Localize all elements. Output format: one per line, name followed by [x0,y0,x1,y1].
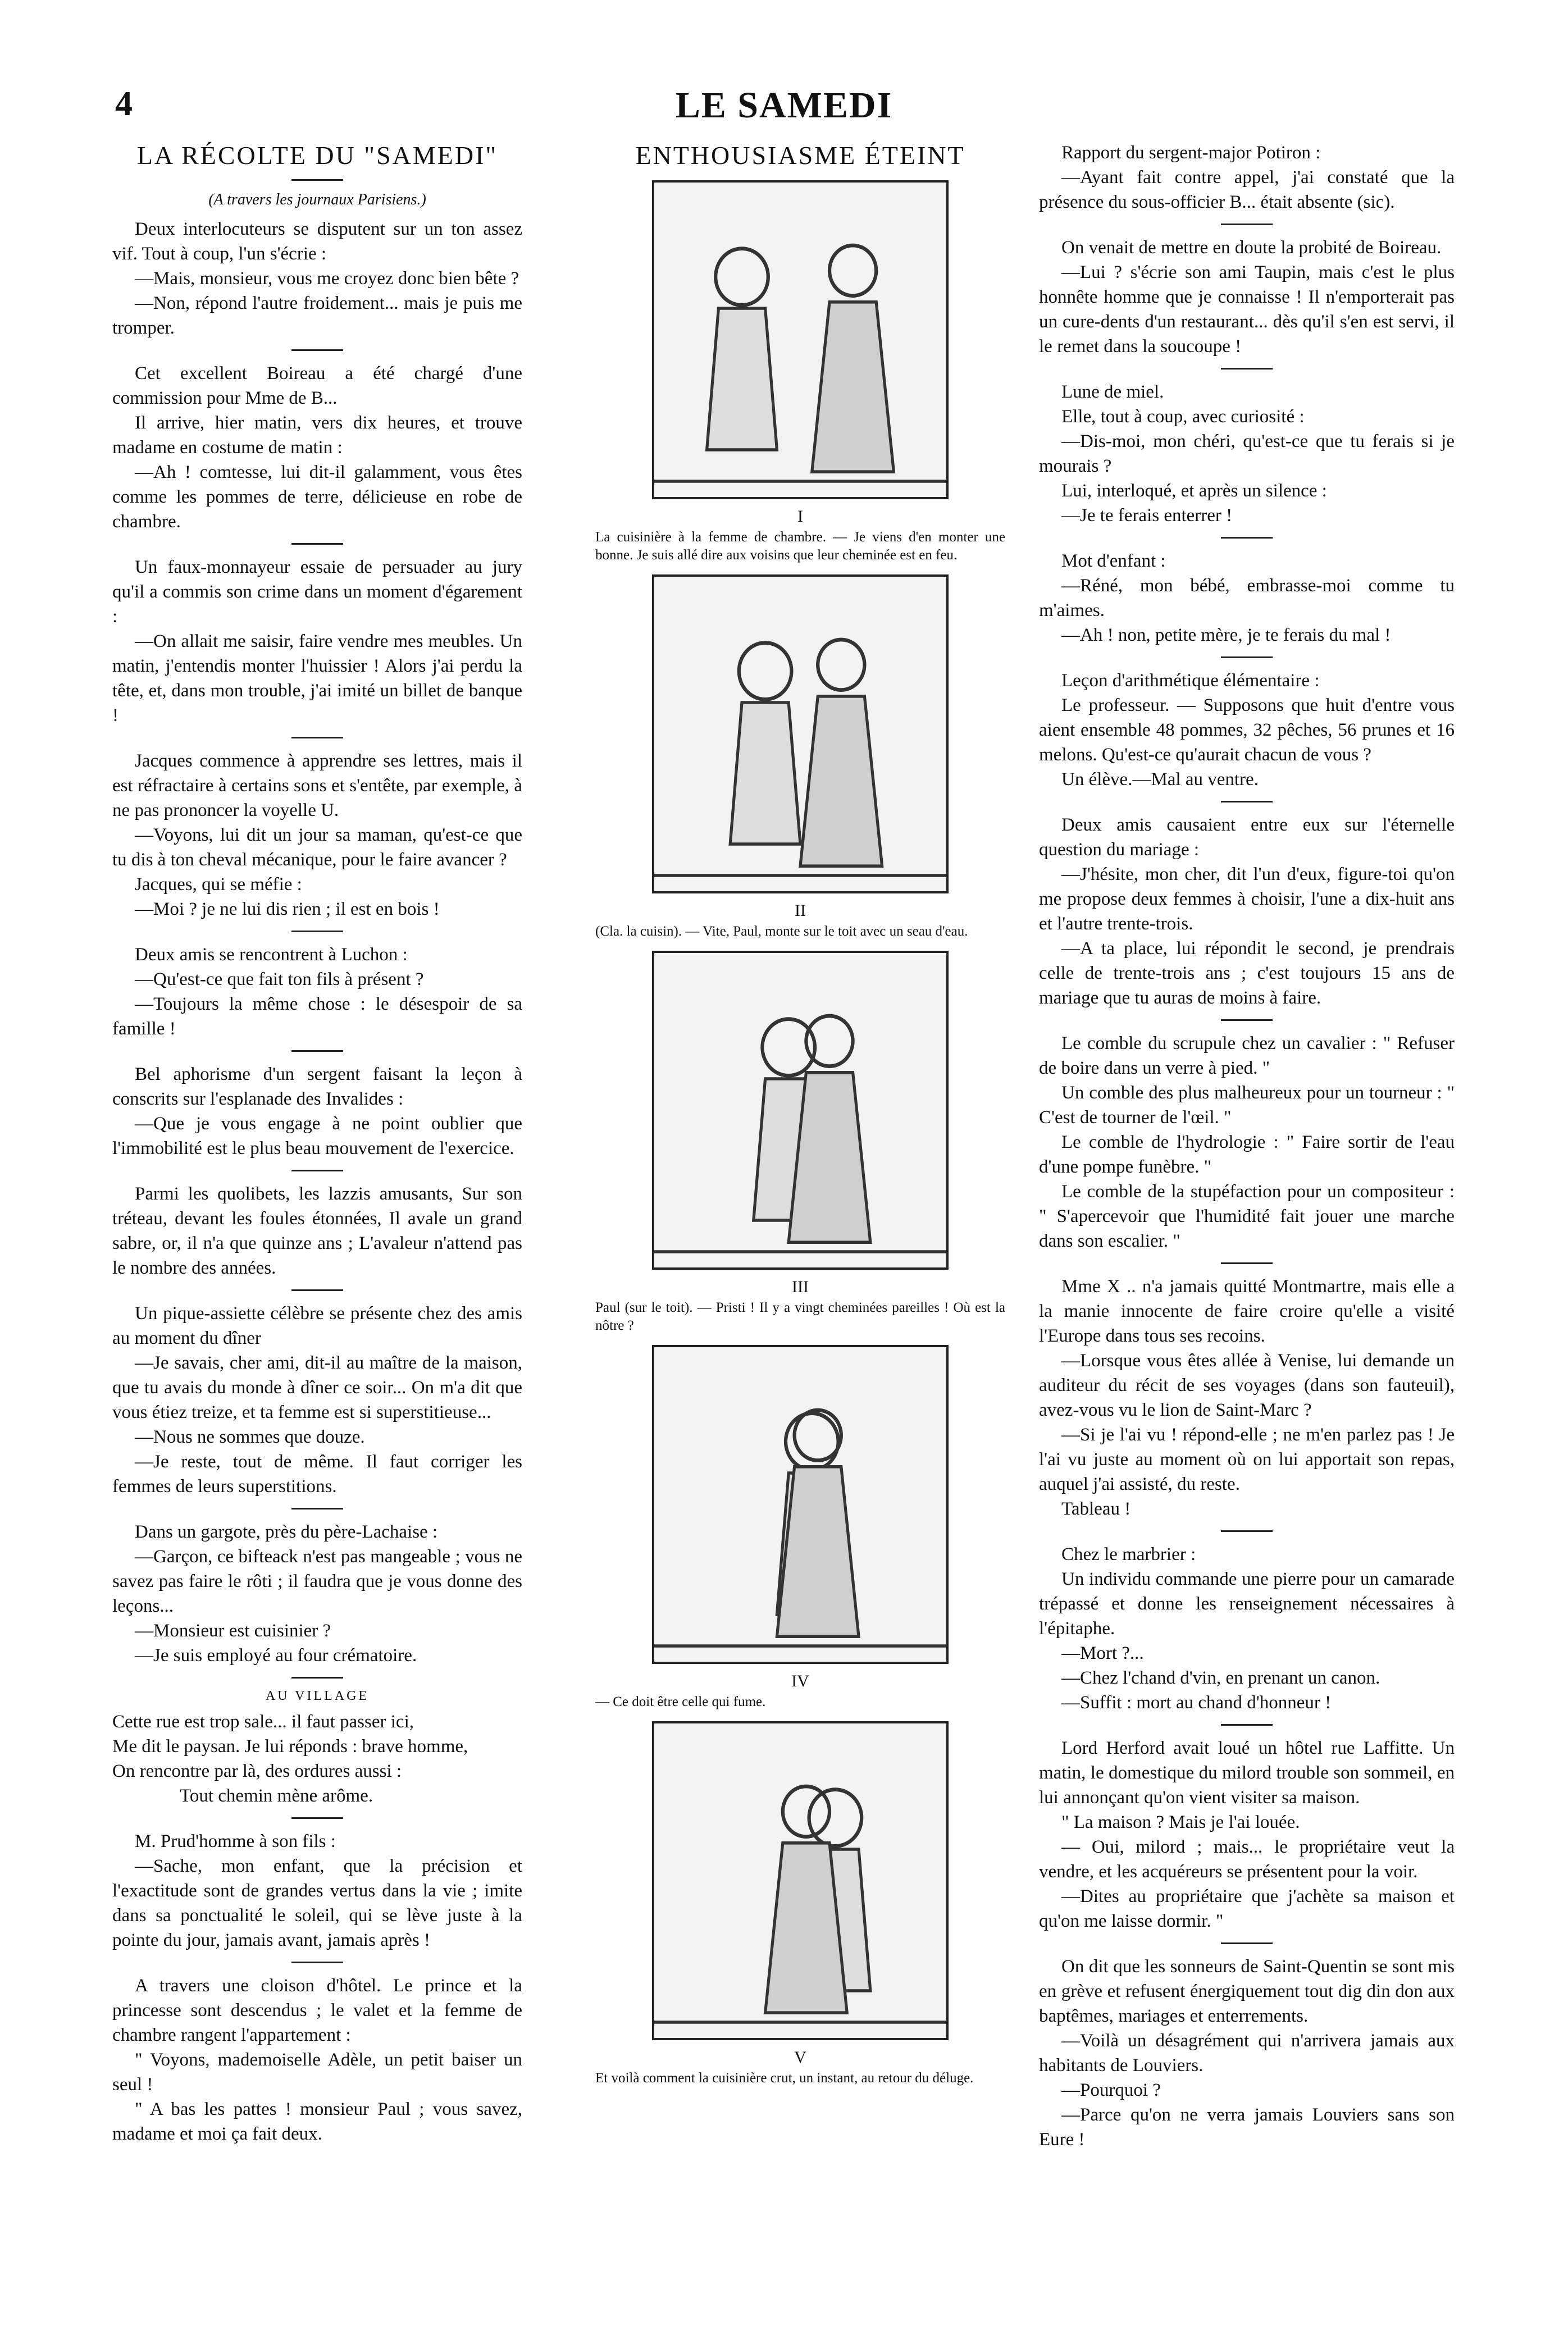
article-line: —Suffit : mort au chand d'honneur ! [1061,1693,1332,1713]
article-line: Dans un gargote, près du père-Lachaise : [135,1522,438,1542]
panel-caption: — Ce doit être celle qui fume. [595,1694,766,1709]
article-line: " A bas les pattes ! monsieur Paul ; vous savez, madame et moi ça fait deux. [112,2099,522,2144]
article-line: On dit que les sonneurs de Saint-Quentin se sont mis en grève et refusent énergiquement tout dig din don aux baptêmes, mariages et enterrements. [1039,1957,1455,2026]
panel-caption: Et voilà comment la cuisinière crut, un instant, au retour du déluge. [595,2071,974,2086]
separator-rule [1221,1724,1273,1726]
article-line: Chez le marbrier : [1061,1544,1196,1565]
article-line: —Je suis employé au four crématoire. [135,1645,417,1666]
article-line: —Moi ? je ne lui dis rien ; il est en bois ! [135,899,440,919]
article-line: — Oui, milord ; mais... le propriétaire veut la vendre, et les acquéreurs se présentent pour la voir. [1039,1837,1455,1882]
separator-rule [291,737,343,738]
separator-rule [1221,801,1273,802]
article-line: —Ah ! non, petite mère, je te ferais du mal ! [1061,625,1391,645]
poem-line: Me dit le paysan. Je lui réponds : brave homme, [112,1736,468,1757]
article-line: —Non, répond l'autre froidement... mais je puis me tromper. [112,293,522,338]
panel-number: I [797,507,803,526]
article-line: Tableau ! [1061,1499,1131,1519]
poem-line: Cette rue est trop sale... il faut passer ici, [112,1712,414,1732]
separator-rule [291,543,343,545]
section-title: LA RÉCOLTE DU "SAMEDI" [136,141,498,170]
article-line: Un pique-assiette célèbre se présente chez des amis au moment du dîner [112,1303,522,1348]
article-line: Un faux-monnayeur essaie de persuader au jury qu'il a commis son crime dans un moment d'égarement : [112,557,522,627]
separator-rule [1221,537,1273,539]
column-right [1039,140,1455,2302]
article-line: Le comble de l'hydrologie : " Faire sortir de l'eau d'une pompe funèbre. " [1039,1132,1455,1177]
article-line: —Mort ?... [1061,1643,1144,1663]
panel-number: II [795,901,806,920]
panel-number: IV [791,1672,809,1690]
page-number: 4 [115,85,133,123]
separator-rule [291,349,343,351]
separator-rule [291,1508,343,1510]
separator-rule [1221,1942,1273,1944]
article-line: —Voyons, lui dit un jour sa maman, qu'est-ce que tu dis à ton cheval mécanique, pour le faire avancer ? [112,825,522,870]
article-line: —Pourquoi ? [1061,2080,1161,2100]
separator-rule [1221,1262,1273,1264]
article-line: —Je te ferais enterrer ! [1061,505,1233,526]
article-line: —Lui ? s'écrie son ami Taupin, mais c'est le plus honnête homme que je connaisse ! Il n'emporterait pas un cure-dents d'un restaurant... dès qu'il s'en est servi, il le remet dans la soucoupe ! [1039,262,1455,357]
article-line: M. Prud'homme à son fils : [135,1831,336,1852]
article-line: Rapport du sergent-major Potiron : [1061,143,1321,163]
article-line: Un individu commande une pierre pour un camarade trépassé et donne les renseignement nécessaires à l'épitaphe. [1039,1569,1455,1639]
poem-line: Tout chemin mène arôme. [180,1786,373,1806]
article-line: Le professeur. — Supposons que huit d'entre vous aient ensemble 48 pommes, 32 pêches, 56 prunes et 16 melons. Qu'est-ce qu'aurait chacun de vous ? [1039,695,1455,765]
article-line: Jacques, qui se méfie : [135,874,302,895]
separator-rule [1221,368,1273,370]
comic-panel-illustration [652,180,949,499]
article-line: —Parce qu'on ne verra jamais Louviers sans son Eure ! [1039,2105,1455,2150]
article-line: —Dis-moi, mon chéri, qu'est-ce que tu ferais si je mourais ? [1039,431,1455,476]
separator-rule [1221,1019,1273,1021]
article-line: On venait de mettre en doute la probité de Boireau. [1061,238,1442,258]
separator-rule [291,1289,343,1291]
section-subtitle: (A travers les journaux Parisiens.) [208,191,426,208]
article-line: Un élève.—Mal au ventre. [1061,769,1259,790]
separator-rule [291,1170,343,1171]
column-left [112,140,522,2302]
comic-panel-illustration [652,951,949,1270]
poem-line: On rencontre par là, des ordures aussi : [112,1761,402,1781]
comic-panel-illustration [652,1721,949,2040]
article-line: —Monsieur est cuisinier ? [135,1621,331,1641]
article-line: Bel aphorisme d'un sergent faisant la leçon à conscrits sur l'esplanade des Invalides : [112,1064,522,1109]
article-line: Lune de miel. [1061,382,1164,402]
panel-number: V [794,2048,806,2067]
article-line: —Voilà un désagrément qui n'arrivera jamais aux habitants de Louviers. [1039,2031,1455,2076]
article-line: —Lorsque vous êtes allée à Venise, lui demande un auditeur du récit de ses voyages (dans son fauteuil), avez-vous vu le lion de Saint-Marc ? [1039,1351,1455,1420]
separator-rule [1221,1530,1273,1532]
page-header [0,84,1568,129]
article-line: Jacques commence à apprendre ses lettres, mais il est réfractaire à certains sons et s'entête, par exemple, à ne pas prononcer la voyelle U. [112,751,522,820]
separator-rule [1221,656,1273,658]
article-line: —A ta place, lui répondit le second, je prendrais celle de trente-trois ans ; c'est toujours 15 ans de mariage que tu auras de moins à faire. [1039,938,1455,1008]
separator-rule [291,1677,343,1679]
masthead: LE SAMEDI [675,85,893,126]
panel-number: III [792,1278,809,1296]
article-line: Le comble du scrupule chez un cavalier : " Refuser de boire dans un verre à pied. " [1039,1033,1455,1078]
separator-rule [291,1050,343,1052]
panel-caption: (Cla. la cuisin). — Vite, Paul, monte sur le toit avec un seau d'eau. [595,924,968,939]
article-line: —Je reste, tout de même. Il faut corriger les femmes de leurs superstitions. [112,1452,522,1497]
article-line: —J'hésite, mon cher, dit l'un d'eux, figure-toi qu'on me propose deux femmes à choisir, l'une a dix-huit ans et l'autre trente-trois. [1039,864,1455,934]
article-line: Le comble de la stupéfaction pour un compositeur : " S'apercevoir que l'humidité fait jouer une marche dans son escalier. " [1039,1182,1455,1251]
article-line: —Qu'est-ce que fait ton fils à présent ? [135,969,424,989]
article-line: —Dites au propriétaire que j'achète sa maison et qu'on me laisse dormir. " [1039,1886,1455,1931]
article-line: —Que je vous engage à ne point oublier que l'immobilité est le plus beau mouvement de l'exercice. [112,1114,522,1159]
article-line: Lord Herford avait loué un hôtel rue Laffitte. Un matin, le domestique du milord trouble son sommeil, en lui annonçant qu'on vient visiter sa maison. [1039,1738,1455,1808]
separator-rule [291,179,343,181]
separator-rule [291,1962,343,1963]
panel-caption: La cuisinière à la femme de chambre. — Je viens d'en monter une bonne. Je suis allé dire aux voisins que leur cheminée est en feu. [595,530,1005,563]
article-line: Parmi les quolibets, les lazzis amusants, Sur son tréteau, devant les foules étonnées, Il avale un grand sabre, or, il n'a que quinze ans ; L'avaleur n'attend pas le nombre des années. [112,1184,522,1278]
column-center [595,140,1005,2302]
article-line: Il arrive, hier matin, vers dix heures, et trouve madame en costume de matin : [112,413,522,458]
article-line: —Si je l'ai vu ! répond-elle ; ne m'en parlez pas ! Je l'ai vu juste au moment où on lui apportait son repas, auquel j'ai assisté, du reste. [1039,1425,1455,1494]
article-line: —Sache, mon enfant, que la précision et l'exactitude sont de grandes vertus dans la vie ; imite dans sa ponctualité le soleil, qui se lève juste à la pointe du jour, jamais avant, jamais après ! [112,1856,522,1950]
article-line: —Je savais, cher ami, dit-il au maître de la maison, que tu avais du monde à dîner ce soir... On m'a dit que vous étiez treize, et ta femme est si superstitieuse... [112,1353,522,1422]
article-line: —Réné, mon bébé, embrasse-moi comme tu m'aimes. [1039,576,1455,621]
comic-panel-illustration [652,574,949,893]
poem-title: AU VILLAGE [265,1689,370,1703]
article-line: —Nous ne sommes que douze. [135,1427,365,1447]
separator-rule [291,1817,343,1819]
article-line: Mot d'enfant : [1061,551,1166,571]
article-line: " Voyons, mademoiselle Adèle, un petit baiser un seul ! [112,2050,522,2095]
article-line: Deux interlocuteurs se disputent sur un ton assez vif. Tout à coup, l'un s'écrie : [112,219,522,264]
article-line: —Chez l'chand d'vin, en prenant un canon. [1061,1668,1380,1688]
article-line: Deux amis se rencontrent à Luchon : [135,945,408,965]
article-line: —Toujours la même chose : le désespoir de sa famille ! [112,994,522,1039]
article-line: Mme X .. n'a jamais quitté Montmartre, mais elle a la manie innocente de faire croire qu'elle a visité l'Europe dans tous ses recoins. [1039,1276,1455,1346]
article-line: Cet excellent Boireau a été chargé d'une commission pour Mme de B... [112,363,522,408]
article-line: —Mais, monsieur, vous me croyez donc bien bête ? [135,268,519,289]
article-line: Deux amis causaient entre eux sur l'éternelle question du mariage : [1039,815,1455,860]
separator-rule [1221,224,1273,225]
comic-panel-illustration [652,1345,949,1664]
article-line: —On allait me saisir, faire vendre mes meubles. Un matin, j'entendis monter l'huissier ! Alors j'ai perdu la tête, et, dans mon trouble, j'ai imité un billet de banque ! [112,631,522,726]
article-line: " La maison ? Mais je l'ai louée. [1061,1812,1300,1832]
article-line: Elle, tout à coup, avec curiosité : [1061,407,1305,427]
article-line: Leçon d'arithmétique élémentaire : [1061,671,1320,691]
article-line: Lui, interloqué, et après un silence : [1061,481,1327,501]
comic-title: ENTHOUSIASME ÉTEINT [635,141,965,170]
article-line: —Garçon, ce bifteack n'est pas mangeable ; vous ne savez pas faire le rôti ; il faudra que je vous donne des leçons... [112,1547,522,1616]
separator-rule [291,931,343,932]
article-line: —Ah ! comtesse, lui dit-il galamment, vous êtes comme les pommes de terre, délicieuse en robe de chambre. [112,462,522,532]
panel-caption: Paul (sur le toit). — Pristi ! Il y a vingt cheminées pareilles ! Où est la nôtre ? [595,1300,1005,1333]
article-line: Un comble des plus malheureux pour un tourneur : " C'est de tourner de l'œil. " [1039,1083,1455,1128]
article-line: A travers une cloison d'hôtel. Le prince et la princesse sont descendus ; le valet et la femme de chambre rangent l'appartement : [112,1976,522,2045]
article-line: —Ayant fait contre appel, j'ai constaté que la présence du sous-officier B... était absente (sic). [1039,167,1455,212]
